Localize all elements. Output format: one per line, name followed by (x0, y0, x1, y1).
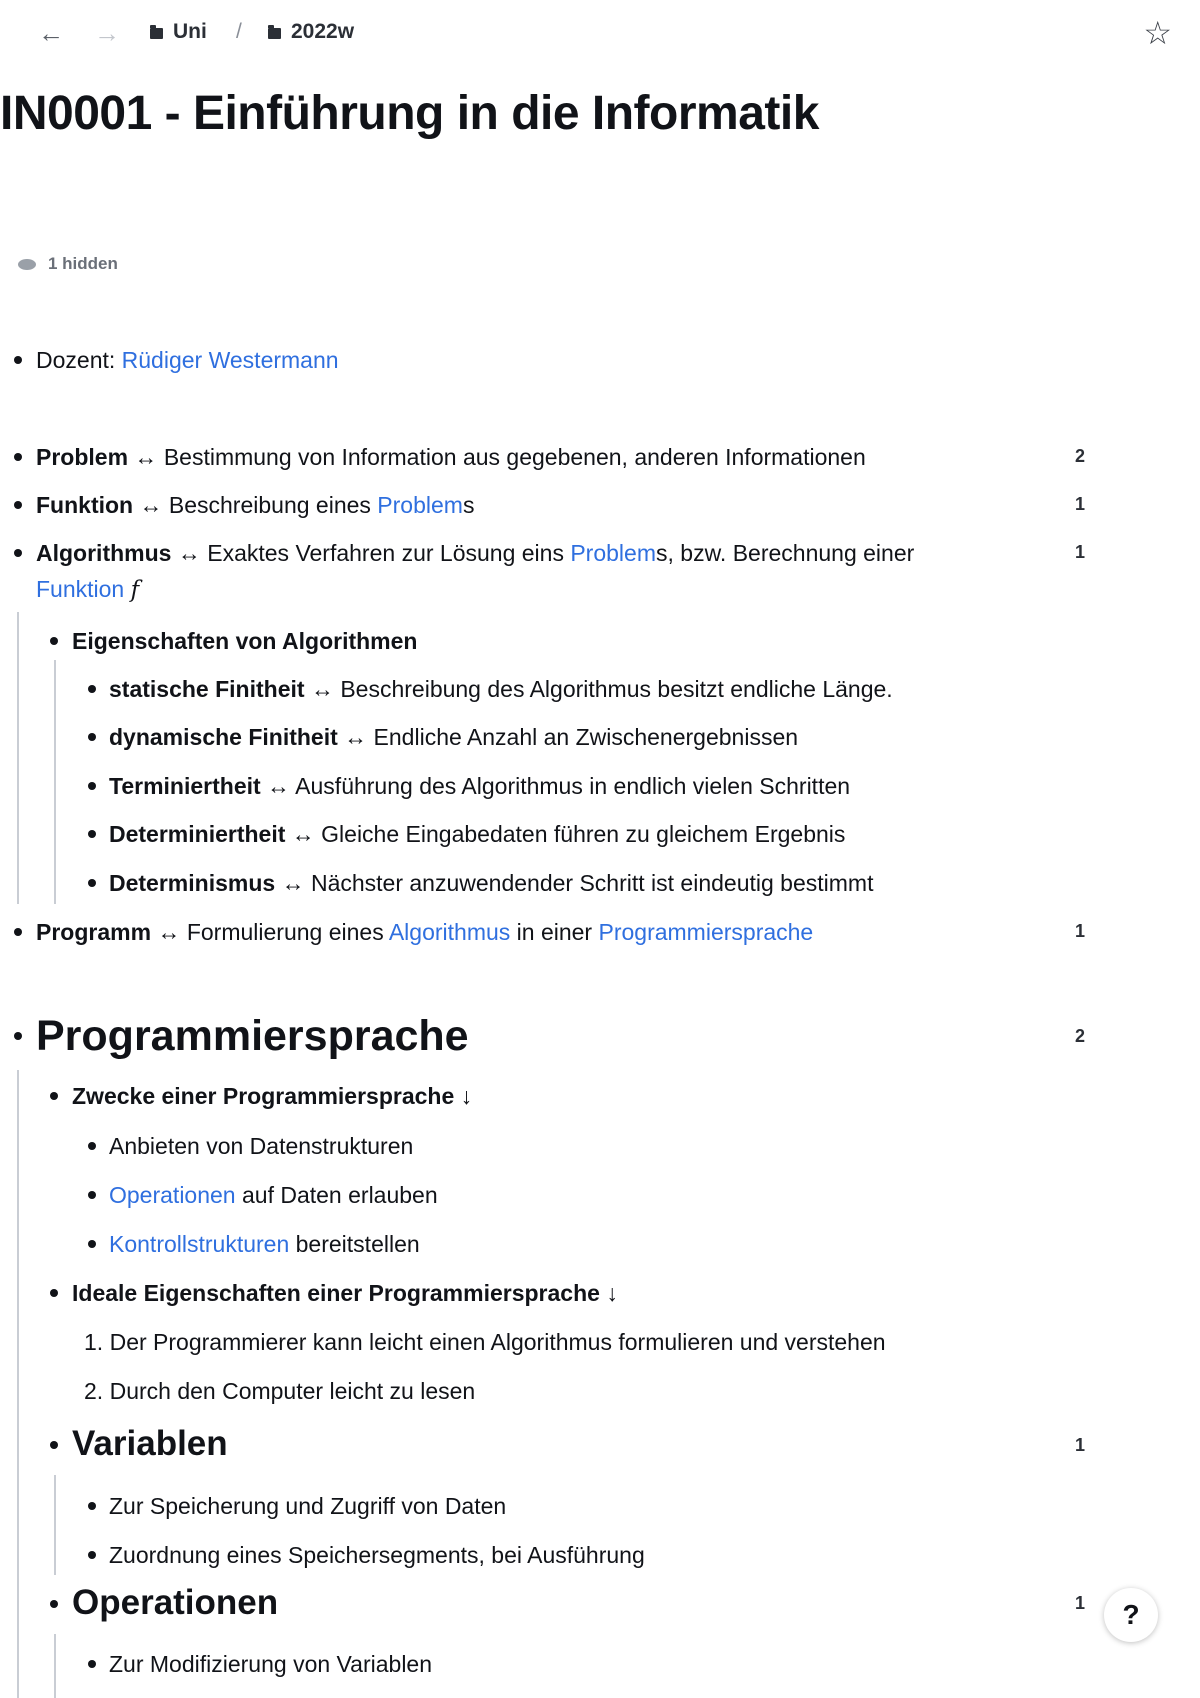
arrow-symbol: ↔ (157, 919, 181, 945)
item-text: auf Daten erlauben (241, 1182, 438, 1208)
bullet (88, 782, 96, 790)
term: dynamische Finitheit (109, 724, 338, 750)
list-number: 1. (84, 1329, 104, 1355)
zwecke-item[interactable] (109, 1129, 413, 1163)
reference-count[interactable]: 1 (1074, 921, 1085, 941)
definition-text: Exaktes Verfahren zur Lösung eins (207, 540, 564, 566)
bullet (50, 1441, 58, 1449)
star-icon: ☆ (1143, 15, 1172, 51)
item-text: Zur Modifizierung von Variablen (109, 1651, 433, 1677)
star-button[interactable] (1143, 14, 1172, 52)
arrow-symbol: ↔ (139, 492, 163, 518)
link-kontrollstrukturen[interactable]: Kontrollstrukturen (109, 1231, 290, 1257)
breadcrumb-label: Uni (173, 20, 207, 43)
definition-text: Gleiche Eingabedaten führen zu gleichem Ergebnis (321, 821, 846, 847)
bullet (14, 356, 22, 364)
heading-text: Ideale Eigenschaften einer Programmiersprache (72, 1280, 600, 1306)
reference-count[interactable]: 2 (1074, 446, 1085, 466)
bullet (88, 685, 96, 693)
arrow-down-icon: ↓ (606, 1280, 618, 1306)
bullet (88, 733, 96, 741)
heading-text: Zwecke einer Programmiersprache (72, 1083, 455, 1109)
eigenschaft-item[interactable] (109, 672, 893, 706)
arrow-down-icon: ↓ (460, 1083, 473, 1109)
arrow-symbol: ↔ (310, 676, 334, 702)
dozent-label: Dozent: (36, 347, 116, 373)
term-algorithmus: Algorithmus (36, 540, 172, 566)
page-title: IN0001 - Einführung in die Informatik (0, 87, 819, 140)
term-problem: Problem (36, 444, 129, 470)
arrow-symbol: ↔ (291, 821, 315, 847)
folder-icon (268, 28, 281, 39)
algorithmus-block[interactable] (36, 536, 914, 570)
term-programm: Programm (36, 919, 152, 945)
reference-count[interactable]: 1 (1074, 1593, 1085, 1613)
definition-text: Ausführung des Algorithmus in endlich vielen Schritten (295, 773, 851, 799)
definition-text: Nächster anzuwendender Schritt ist eindeutig bestimmt (310, 870, 874, 896)
bullet (88, 1240, 96, 1248)
ideale-item[interactable] (84, 1325, 886, 1359)
breadcrumb-label: 2022w (291, 20, 355, 43)
eigenschaften-heading[interactable]: Eigenschaften von Algorithmen (72, 628, 418, 654)
reference-count[interactable]: 1 (1074, 1435, 1085, 1455)
eigenschaft-item[interactable] (109, 769, 850, 803)
item-text: Durch den Computer leicht zu lesen (109, 1378, 476, 1404)
indent-guide (17, 1070, 19, 1698)
indent-guide (54, 660, 56, 904)
variablen-item[interactable] (109, 1538, 645, 1572)
arrow-symbol: ↔ (344, 724, 368, 750)
ideale-item[interactable] (84, 1374, 475, 1408)
bullet (50, 637, 58, 645)
eigenschaft-item[interactable] (109, 817, 845, 851)
item-text: Der Programmierer kann leicht einen Algorithmus formulieren und verstehen (109, 1329, 886, 1355)
arrow-symbol: ↔ (281, 870, 305, 896)
bullet (50, 1600, 58, 1608)
term-funktion: Funktion (36, 492, 134, 518)
bullet (88, 1502, 96, 1510)
forward-button[interactable] (92, 18, 122, 48)
top-bar (0, 0, 1200, 66)
list-number: 2. (84, 1378, 104, 1404)
arrow-right-icon: → (94, 18, 120, 48)
link-algorithmus[interactable]: Algorithmus (388, 919, 511, 945)
eigenschaft-item[interactable] (109, 866, 873, 900)
item-text: Zuordnung eines Speichersegments, bei Ausführung (109, 1542, 645, 1568)
dozent-link[interactable]: Rüdiger Westermann (121, 347, 339, 373)
definition-text: Beschreibung des Algorithmus besitzt endliche Länge. (340, 676, 893, 702)
folder-icon (150, 28, 163, 39)
item-text: Anbieten von Datenstrukturen (109, 1133, 414, 1159)
definition-text: Bestimmung von Information aus gegebenen, anderen Informationen (163, 444, 866, 470)
operationen-item[interactable] (109, 1647, 432, 1681)
bullet (14, 549, 22, 557)
reference-count[interactable]: 1 (1074, 542, 1085, 562)
bullet (14, 928, 22, 936)
help-button[interactable] (1104, 1588, 1158, 1642)
link-funktion[interactable]: Funktion (36, 576, 125, 602)
indent-guide (54, 1475, 56, 1575)
hidden-blocks-toggle[interactable] (18, 254, 118, 274)
heading-variablen[interactable]: Variablen (72, 1424, 228, 1463)
definition-text: s, bzw. Berechnung einer (656, 540, 915, 566)
bullet (50, 1092, 58, 1100)
item-text: bereitstellen (295, 1231, 420, 1257)
arrow-symbol: ↔ (177, 540, 201, 566)
programm-block[interactable] (36, 915, 813, 949)
bullet (88, 830, 96, 838)
definition-text: Beschreibung eines (168, 492, 371, 518)
breadcrumb-item-2022w[interactable] (268, 20, 354, 44)
hidden-count-label: 1 hidden (48, 254, 118, 273)
bullet (14, 453, 22, 461)
variablen-item[interactable] (109, 1489, 506, 1523)
question-icon: ? (1122, 1599, 1140, 1630)
arrow-symbol: ↔ (267, 773, 291, 799)
bullet (14, 501, 22, 509)
definition-text: Formulierung eines (186, 919, 384, 945)
reference-count[interactable]: 2 (1074, 1026, 1085, 1046)
bullet (88, 1551, 96, 1559)
arrow-symbol: ↔ (134, 444, 158, 470)
term: Terminiertheit (109, 773, 261, 799)
back-button[interactable] (36, 18, 66, 48)
problem-block[interactable] (36, 440, 866, 474)
link-problem[interactable]: Problem (377, 492, 463, 518)
funktion-block[interactable] (36, 488, 474, 522)
eye-icon (18, 259, 36, 270)
breadcrumb-item-uni[interactable] (150, 20, 207, 44)
breadcrumb-separator: / (236, 20, 242, 43)
term: Determinismus (109, 870, 276, 896)
link-programmiersprache[interactable]: Programmiersprache (598, 919, 814, 945)
arrow-left-icon: ← (38, 18, 64, 48)
bullet (88, 879, 96, 887)
dozent-block[interactable] (36, 343, 339, 377)
indent-guide (17, 612, 19, 904)
bullet (88, 1142, 96, 1150)
eigenschaft-item[interactable] (109, 720, 798, 754)
indent-guide (54, 1634, 56, 1698)
zwecke-heading[interactable] (72, 1079, 472, 1113)
math-f: f (130, 577, 140, 603)
link-problem[interactable]: Problem (570, 540, 656, 566)
section-heading-programmiersprache[interactable]: Programmiersprache (36, 1012, 469, 1060)
algorithmus-block-continued (36, 572, 139, 607)
zwecke-item[interactable] (109, 1178, 438, 1212)
suffix-text: s (462, 492, 475, 518)
definition-text: Endliche Anzahl an Zwischenergebnissen (373, 724, 799, 750)
bullet (88, 1660, 96, 1668)
zwecke-item[interactable] (109, 1227, 420, 1261)
term: Determiniertheit (109, 821, 286, 847)
bullet (88, 1191, 96, 1199)
definition-text: in einer (516, 919, 593, 945)
bullet (14, 1032, 22, 1040)
term: statische Finitheit (109, 676, 305, 702)
link-operationen[interactable]: Operationen (109, 1182, 236, 1208)
ideale-heading[interactable] (72, 1276, 618, 1310)
bullet (50, 1289, 58, 1297)
heading-operationen[interactable]: Operationen (72, 1583, 279, 1622)
item-text: Zur Speicherung und Zugriff von Daten (109, 1493, 507, 1519)
reference-count[interactable]: 1 (1074, 494, 1085, 514)
